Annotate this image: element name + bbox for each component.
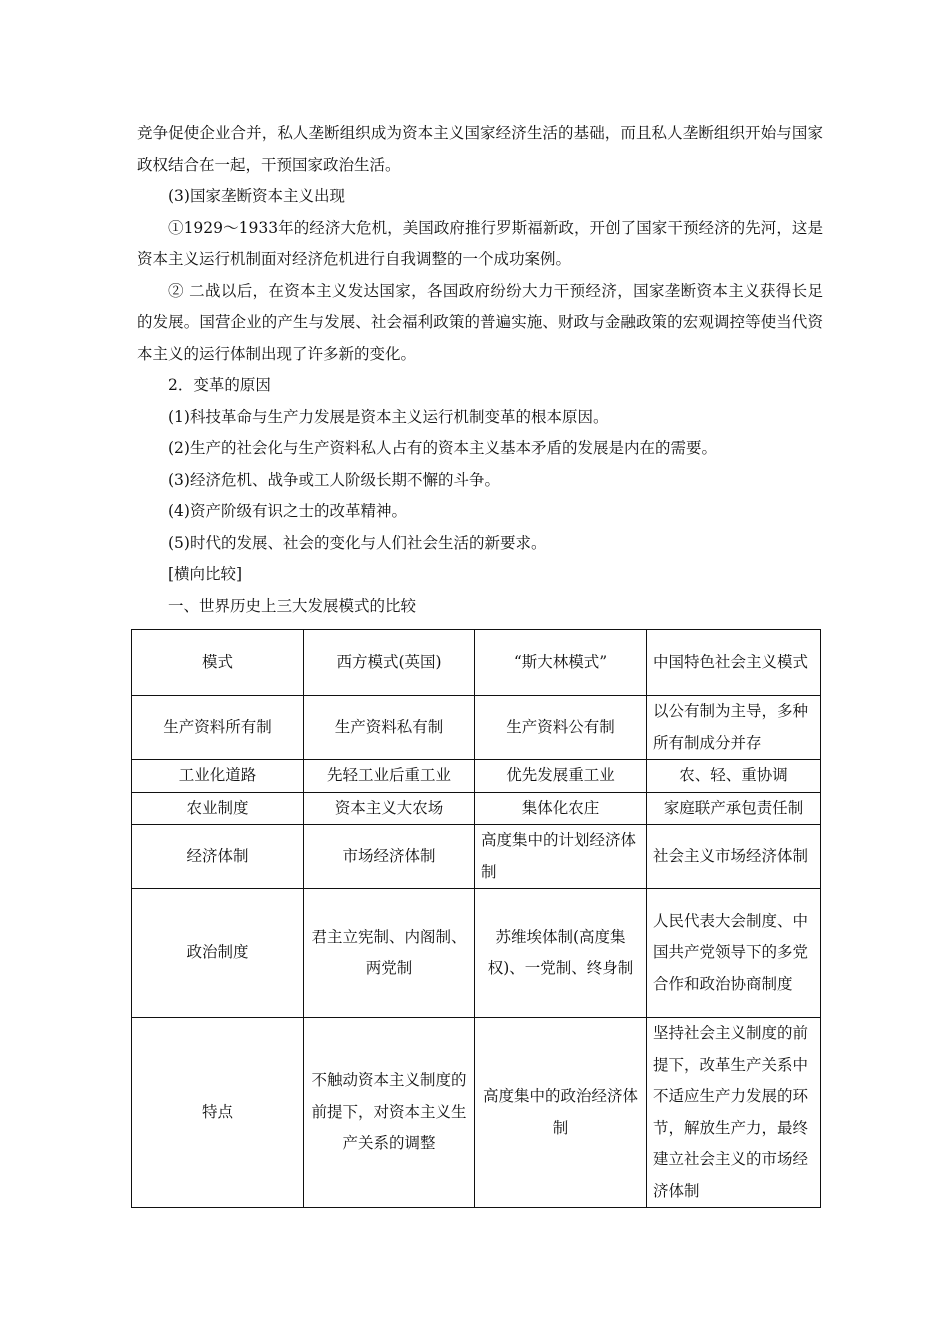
- table-cell: 经济体制: [132, 825, 304, 889]
- cause-item-3: (3)经济危机、战争或工人阶级长期不懈的斗争。: [168, 470, 500, 489]
- table-cell: 资本主义大农场: [304, 792, 475, 825]
- table-cell: 特点: [132, 1018, 304, 1208]
- table-cell: 苏维埃体制(高度集权)、一党制、终身制: [475, 889, 647, 1018]
- body-text: [137, 118, 823, 622]
- table-cell: 人民代表大会制度、中国共产党领导下的多党合作和政治协商制度: [647, 889, 821, 1018]
- header-cell: 西方模式(英国): [304, 630, 475, 696]
- cause-item-1: (1)科技革命与生产力发展是资本主义运行机制变革的根本原因。: [168, 407, 609, 426]
- table-cell: 生产资料公有制: [475, 696, 647, 760]
- heading-state-monopoly: (3)国家垄断资本主义出现: [168, 187, 345, 205]
- table-cell: 市场经济体制: [304, 825, 475, 889]
- table-cell: 高度集中的政治经济体制: [475, 1018, 647, 1208]
- table-cell: 高度集中的计划经济体制: [475, 825, 647, 889]
- table-cell: 生产资料私有制: [304, 696, 475, 760]
- table-cell: 先轻工业后重工业: [304, 760, 475, 793]
- header-cell: 模式: [132, 630, 304, 696]
- section-label-comparison: [横向比较]: [168, 565, 243, 583]
- table-cell: 社会主义市场经济体制: [647, 825, 821, 889]
- paragraph-continuation: 竞争促使企业合并，私人垄断组织成为资本主义国家经济生活的基础，而且私人垄断组织开始与国家政权结合在一起，干预国家政治生活。: [137, 124, 823, 174]
- table-row: [132, 889, 821, 1018]
- paragraph-post-war: ② 二战以后，在资本主义发达国家，各国政府纷纷大力干预经济，国家垄断资本主义获得长足的发展。国营企业的产生与发展、社会福利政策的普遍实施、财政与金融政策的宏观调控等使当代资本主义的运行体制出现了许多新的变化。: [137, 281, 823, 363]
- table-cell: 农业制度: [132, 792, 304, 825]
- heading-causes: 2．变革的原因: [168, 376, 271, 394]
- table-cell: 工业化道路: [132, 760, 304, 793]
- table-header-row: [132, 630, 821, 696]
- table-row: [132, 792, 821, 825]
- comparison-table: [131, 629, 821, 1208]
- table-cell: 坚持社会主义制度的前提下，改革生产关系中不适应生产力发展的环节，解放生产力，最终建立社会主义的市场经济体制: [647, 1018, 821, 1208]
- cause-item-4: (4)资产阶级有识之士的改革精神。: [168, 502, 407, 520]
- cause-item-2: (2)生产的社会化与生产资料私人占有的资本主义基本矛盾的发展是内在的需要。: [168, 439, 717, 457]
- table-cell: 农、轻、重协调: [647, 760, 821, 793]
- table-cell: 优先发展重工业: [475, 760, 647, 793]
- table-cell: 集体化农庄: [475, 792, 647, 825]
- table-row: [132, 760, 821, 793]
- section-title-models: 一、世界历史上三大发展模式的比较: [168, 596, 417, 615]
- table-row: [132, 1018, 821, 1208]
- table-cell: 君主立宪制、内阁制、两党制: [304, 889, 475, 1018]
- table-cell: 不触动资本主义制度的前提下，对资本主义生产关系的调整: [304, 1018, 475, 1208]
- table-cell: 政治制度: [132, 889, 304, 1018]
- table-cell: 家庭联产承包责任制: [647, 792, 821, 825]
- table-row: [132, 825, 821, 889]
- table-cell: 以公有制为主导，多种所有制成分并存: [647, 696, 821, 760]
- table-cell: 生产资料所有制: [132, 696, 304, 760]
- header-cell: 中国特色社会主义模式: [647, 630, 821, 696]
- table-row: [132, 696, 821, 760]
- paragraph-great-depression: ①1929～1933年的经济大危机，美国政府推行罗斯福新政，开创了国家干预经济的先河，这是资本主义运行机制面对经济危机进行自我调整的一个成功案例。: [137, 218, 823, 268]
- cause-item-5: (5)时代的发展、社会的变化与人们社会生活的新要求。: [168, 533, 547, 552]
- header-cell: “斯大林模式”: [475, 630, 647, 696]
